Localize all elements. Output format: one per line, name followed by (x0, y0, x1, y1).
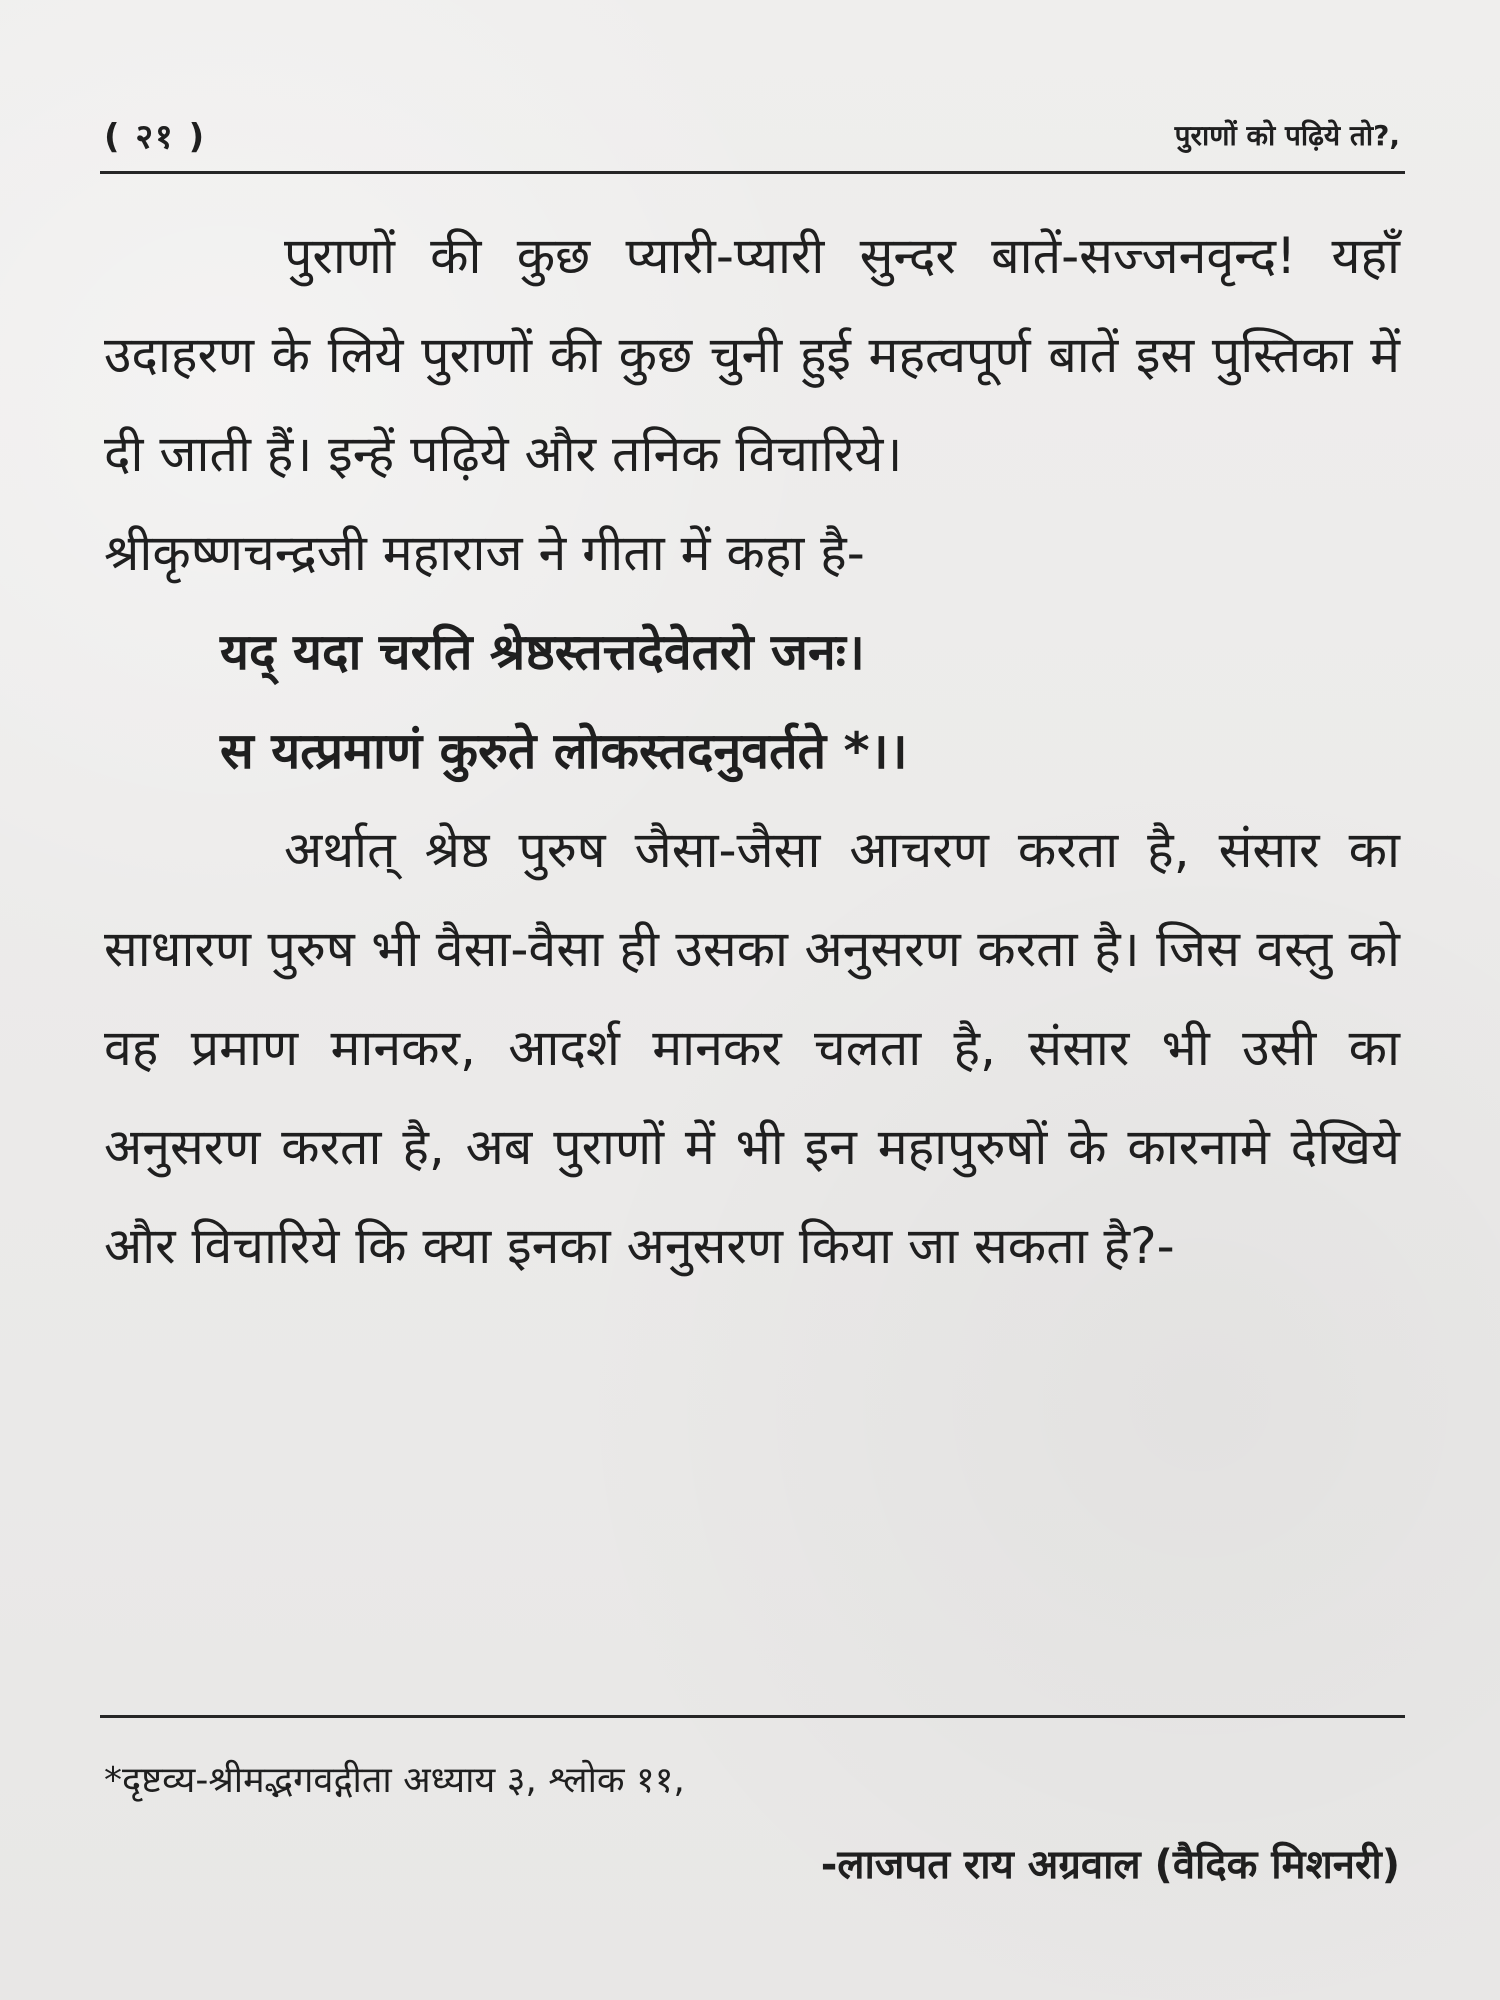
page-header (104, 112, 1400, 168)
paragraph-1b: श्रीकृष्णचन्द्रजी महाराज ने गीता में कहा है- (104, 524, 865, 582)
paragraph-1: पुराणों की कुछ प्यारी-प्यारी सुन्दर बातें-सज्जनवृन्द! यहाँ उदाहरण के लिये पुराणों की कुछ चुनी हुई महत्वपूर्ण बातें इस पुस्तिका में दी जाती हैं। इन्हें पढ़िये और तनिक विचारिये। (104, 227, 1400, 483)
paragraph-2: अर्थात् श्रेष्ठ पुरुष जैसा-जैसा आचरण करता है, संसार का साधारण पुरुष भी वैसा-वैसा ही उसका अनुसरण करता है। जिस वस्तु को वह प्रमाण मानकर, आदर्श मानकर चलता है, संसार भी उसी का अनुसरण करता है, अब पुराणों में भी इन महापुरुषों के कारनामे देखिये और विचारिये कि क्या इनका अनुसरण किया जा सकता है?- (104, 821, 1400, 1275)
verse-line-1: यद् यदा चरति श्रेष्ठस्तत्तदेवेतरो जनः। (220, 623, 865, 681)
footnote-divider (100, 1715, 1405, 1718)
running-title: पुराणों को पढ़िये तो?, (1174, 119, 1400, 152)
header-divider (100, 171, 1405, 174)
verse-line-2: स यत्प्रमाणं कुरुते लोकस्तदनुवर्तते *।। (220, 722, 908, 780)
page-number: ( २१ ) (104, 117, 207, 157)
footnote: *दृष्टव्य-श्रीमद्भगवद्गीता अध्याय ३, श्लोक ११, (104, 1760, 685, 1801)
main-text (104, 207, 1400, 1296)
author-signature: -लाजपत राय अग्रवाल (वैदिक मिशनरी) (820, 1842, 1400, 1888)
